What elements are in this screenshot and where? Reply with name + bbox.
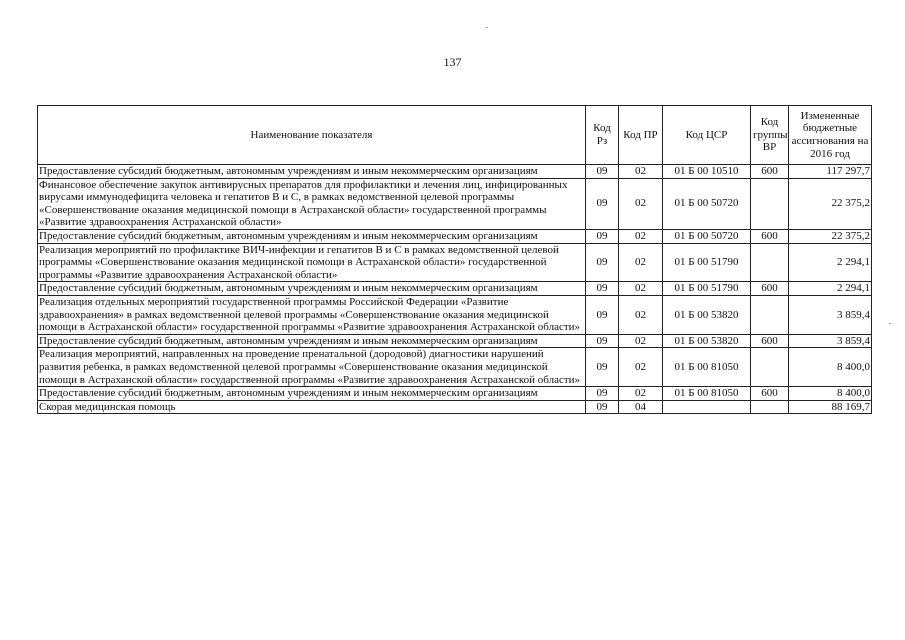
table-header-row xyxy=(38,106,872,165)
table-row xyxy=(38,334,872,348)
row-amount: 117 297,7 xyxy=(789,165,872,179)
row-vr xyxy=(751,295,789,334)
row-pr: 04 xyxy=(619,400,663,414)
row-pr: 02 xyxy=(619,348,663,387)
header-amount: Измененные бюджетные ассигнования на 2016 год xyxy=(789,106,872,165)
row-name: Предоставление субсидий бюджетным, автономным учреждениям и иным некоммерческим организациям xyxy=(38,282,586,296)
row-pr: 02 xyxy=(619,178,663,229)
row-amount: 2 294,1 xyxy=(789,243,872,282)
row-name: Предоставление субсидий бюджетным, автономным учреждениям и иным некоммерческим организациям xyxy=(38,334,586,348)
row-amount: 22 375,2 xyxy=(789,229,872,243)
row-pr: 02 xyxy=(619,334,663,348)
row-vr: 600 xyxy=(751,387,789,401)
row-rz: 09 xyxy=(586,387,619,401)
row-rz: 09 xyxy=(586,334,619,348)
header-csr: Код ЦСР xyxy=(663,106,751,165)
row-amount: 2 294,1 xyxy=(789,282,872,296)
scan-speck xyxy=(486,27,488,28)
row-name: Предоставление субсидий бюджетным, автономным учреждениям и иным некоммерческим организациям xyxy=(38,165,586,179)
table-row xyxy=(38,295,872,334)
table-row xyxy=(38,400,872,414)
row-csr: 01 Б 00 53820 xyxy=(663,295,751,334)
row-csr xyxy=(663,400,751,414)
header-name: Наименование показателя xyxy=(38,106,586,165)
scan-speck xyxy=(889,323,891,324)
row-rz: 09 xyxy=(586,400,619,414)
row-rz: 09 xyxy=(586,295,619,334)
table-row xyxy=(38,282,872,296)
row-csr: 01 Б 00 51790 xyxy=(663,282,751,296)
row-name: Предоставление субсидий бюджетным, автономным учреждениям и иным некоммерческим организациям xyxy=(38,229,586,243)
row-csr: 01 Б 00 51790 xyxy=(663,243,751,282)
table-row xyxy=(38,229,872,243)
row-vr: 600 xyxy=(751,229,789,243)
header-pr: Код ПР xyxy=(619,106,663,165)
row-rz: 09 xyxy=(586,348,619,387)
row-csr: 01 Б 00 81050 xyxy=(663,348,751,387)
row-amount: 22 375,2 xyxy=(789,178,872,229)
row-name: Финансовое обеспечение закупок антивирусных препаратов для профилактики и лечения лиц, инфицированных вирусами иммунодефицита человека и гепатитов В и С, в рамках ведомственной целевой программы «Совершенствование оказания медицинской помощи в Астраханской области» государственной программы «Развитие здравоохранения Астраханской области» xyxy=(38,178,586,229)
row-amount: 8 400,0 xyxy=(789,387,872,401)
row-rz: 09 xyxy=(586,282,619,296)
row-vr: 600 xyxy=(751,282,789,296)
row-amount: 8 400,0 xyxy=(789,348,872,387)
row-name: Реализация мероприятий по профилактике ВИЧ-инфекции и гепатитов В и С в рамках ведомственной целевой программы «Совершенствование оказания медицинской помощи в Астраханской области» государственной программы «Развитие здравоохранения Астраханской области» xyxy=(38,243,586,282)
row-amount: 3 859,4 xyxy=(789,295,872,334)
row-name: Реализация мероприятий, направленных на проведение пренатальной (дородовой) диагностики нарушений развития ребенка, в рамках ведомственной целевой программы «Совершенствование оказания медицинской помощи в Астраханской области» государственной программы «Развитие здравоохранения Астраханской области» xyxy=(38,348,586,387)
row-pr: 02 xyxy=(619,229,663,243)
row-vr: 600 xyxy=(751,165,789,179)
row-pr: 02 xyxy=(619,243,663,282)
row-csr: 01 Б 00 50720 xyxy=(663,229,751,243)
row-pr: 02 xyxy=(619,295,663,334)
header-vr: Код группы ВР xyxy=(751,106,789,165)
row-rz: 09 xyxy=(586,229,619,243)
row-vr xyxy=(751,243,789,282)
table-row xyxy=(38,243,872,282)
row-rz: 09 xyxy=(586,165,619,179)
budget-table xyxy=(37,105,872,414)
header-rz: Код Рз xyxy=(586,106,619,165)
row-csr: 01 Б 00 10510 xyxy=(663,165,751,179)
row-vr xyxy=(751,400,789,414)
row-pr: 02 xyxy=(619,387,663,401)
row-pr: 02 xyxy=(619,282,663,296)
row-pr: 02 xyxy=(619,165,663,179)
row-name: Реализация отдельных мероприятий государственной программы Российской Федерации «Развитие здравоохранения» в рамках ведомственной целевой программы «Совершенствование оказания медицинской помощи в Астраханской области» государственной программы «Развитие здравоохранения Астраханской области» xyxy=(38,295,586,334)
table-row xyxy=(38,165,872,179)
row-name: Скорая медицинская помощь xyxy=(38,400,586,414)
row-amount: 88 169,7 xyxy=(789,400,872,414)
page-number: 137 xyxy=(443,55,462,69)
row-csr: 01 Б 00 53820 xyxy=(663,334,751,348)
table-row xyxy=(38,348,872,387)
row-vr xyxy=(751,178,789,229)
table-row xyxy=(38,387,872,401)
row-amount: 3 859,4 xyxy=(789,334,872,348)
row-csr: 01 Б 00 81050 xyxy=(663,387,751,401)
row-vr: 600 xyxy=(751,334,789,348)
row-csr: 01 Б 00 50720 xyxy=(663,178,751,229)
table-row xyxy=(38,178,872,229)
row-vr xyxy=(751,348,789,387)
row-name: Предоставление субсидий бюджетным, автономным учреждениям и иным некоммерческим организациям xyxy=(38,387,586,401)
row-rz: 09 xyxy=(586,178,619,229)
row-rz: 09 xyxy=(586,243,619,282)
